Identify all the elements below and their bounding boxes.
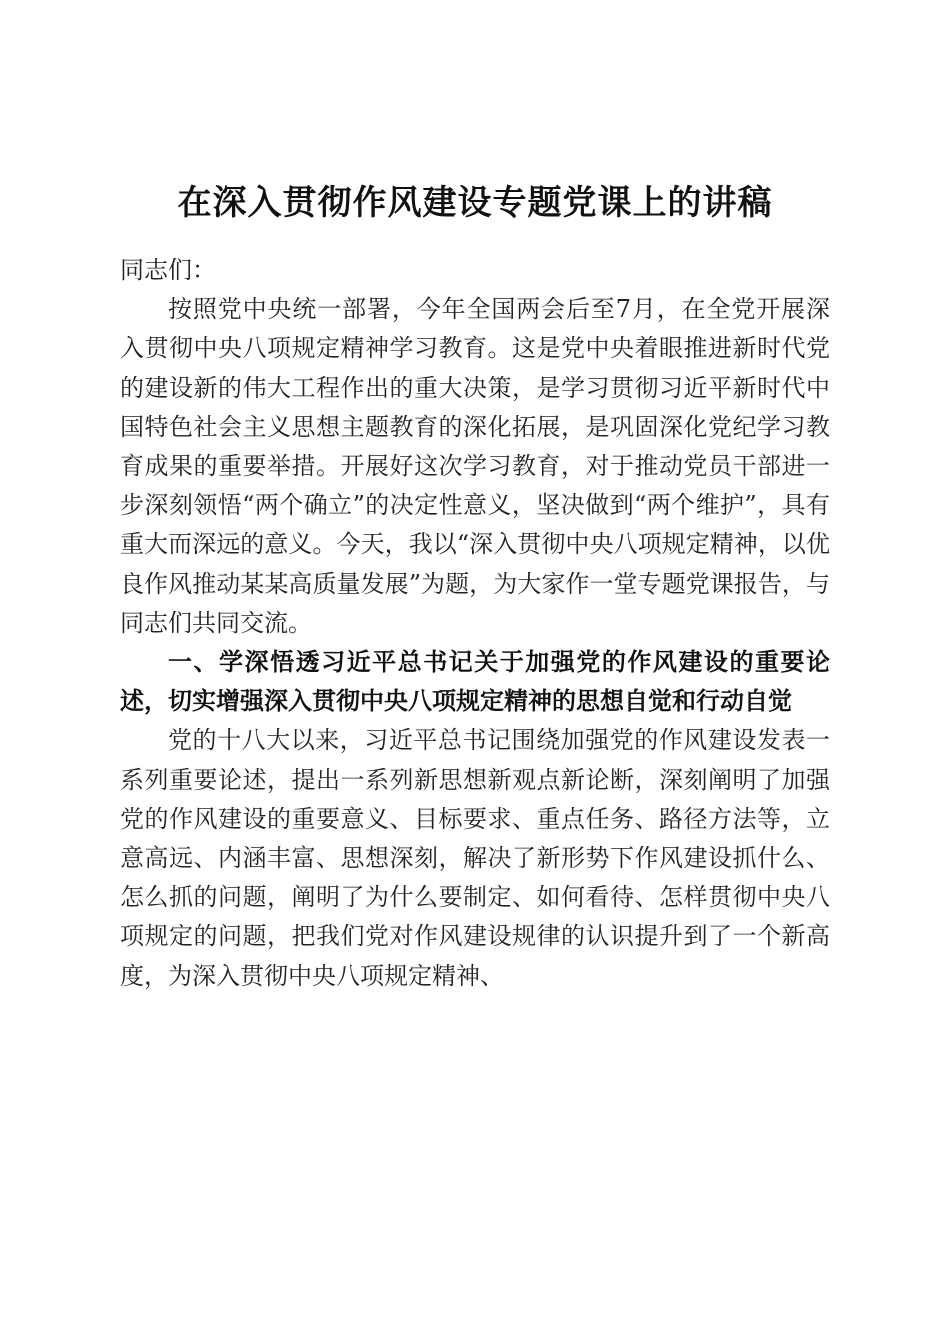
section-heading-1: 一、学深悟透习近平总书记关于加强党的作风建设的重要论述，切实增强深入贯彻中央八项规定精神的思想自觉和行动自觉 xyxy=(120,648,830,716)
document-title: 在深入贯彻作风建设专题党课上的讲稿 xyxy=(177,183,773,223)
body-paragraph-intro: 按照党中央统一部署，今年全国两会后至7月，在全党开展深入贯彻中央八项规定精神学习教育。这是党中央着眼推进新时代党的建设新的伟大工程作出的重大决策，是学习贯彻习近平新时代中国特色社会主义思想主题教育的深化拓展，是巩固深化党纪学习教育成果的重要举措。开展好这次学习教育，对于推动党员干部进一步深刻领悟“两个确立”的决定性意义，坚决做到“两个维护”，具有重大而深远的意义。今天，我以“深入贯彻中央八项规定精神，以优良作风推动某某高质量发展”为题，为大家作一堂专题党课报告，与同志们共同交流。 xyxy=(120,295,830,637)
body-paragraph-section-1: 党的十八大以来，习近平总书记围绕加强党的作风建设发表一系列重要论述，提出一系列新思想新观点新论断，深刻阐明了加强党的作风建设的重要意义、目标要求、重点任务、路径方法等，立意高远、内涵丰富、思想深刻，解决了新形势下作风建设抓什么、怎么抓的问题，阐明了为什么要制定、如何看待、怎样贯彻中央八项规定的问题，把我们党对作风建设规律的认识提升到了一个新高度，为深入贯彻中央八项规定精神、 xyxy=(120,726,830,990)
document-body xyxy=(120,251,830,996)
salutation: 同志们： xyxy=(120,256,216,284)
